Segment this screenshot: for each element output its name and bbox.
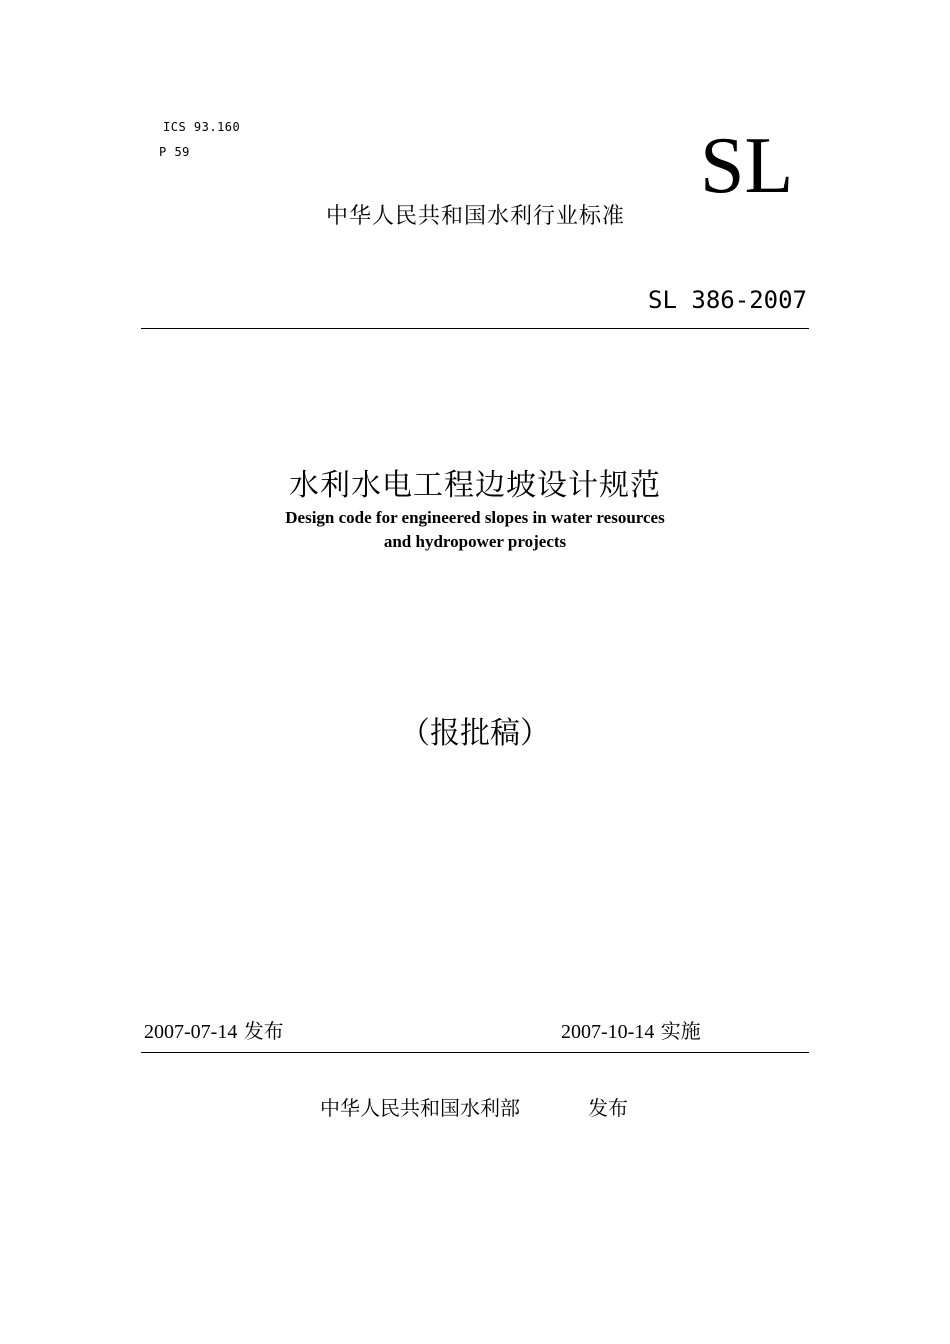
document-title-chinese: 水利水电工程边坡设计规范 [289,468,661,503]
classification-code: P 59 [159,145,190,159]
ics-code: ICS 93.160 [163,120,241,134]
implementation-label: 实施 [660,1019,701,1043]
draft-label: （报批稿） [400,716,550,751]
publish-label: 发布 [588,1096,628,1120]
top-divider [141,328,809,329]
publisher: 中华人民共和国水利部 [320,1096,520,1120]
issue-date: 2007-07-14 [144,1021,238,1043]
implementation-date-block [561,1015,701,1044]
document-title-english-line2: and hydropower projects [383,532,567,551]
standard-number: SL 386-2007 [648,286,807,314]
issue-date-block [144,1015,284,1044]
industry-standard-heading: 中华人民共和国水利行业标准 [326,204,626,229]
document-title-english-line1: Design code for engineered slopes in water resources [285,508,665,527]
sl-logo: SL [700,122,794,210]
bottom-divider [141,1052,809,1053]
issue-label: 发布 [243,1019,284,1043]
implementation-date: 2007-10-14 [561,1021,655,1043]
